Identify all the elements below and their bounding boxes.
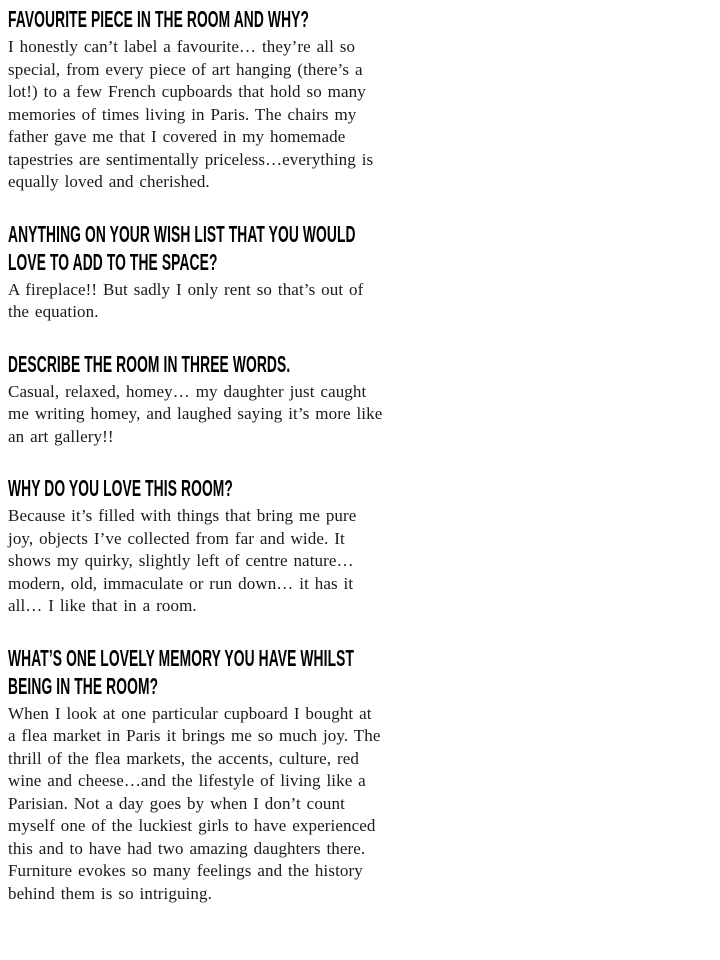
qa-section-three-words	[8, 350, 720, 449]
qa-section-wish-list	[8, 220, 720, 324]
answer-paragraph: Casual, relaxed, homey… my daughter just caught me writing homey, and laughed saying it’s more like an art gallery!!	[8, 381, 383, 446]
answer-paragraph: When I look at one particular cupboard I bought at a flea market in Paris it brings me so much joy. The thrill of the flea markets, the accents, culture, red wine and cheese…and the lifestyle of living like a Parisian. Not a day goes by when I don’t count myself one of the luckiest girls to have experienced this and to have had two amazing daughters there. Furniture evokes so many feelings and the history behind them is so intriguing.	[8, 703, 381, 903]
question-heading: DESCRIBE THE ROOM IN THREE WORDS.	[8, 350, 291, 377]
question-heading: ANYTHING ON YOUR WISH LIST THAT YOU WOULD LOVE TO ADD TO THE SPACE?	[8, 220, 356, 275]
question-heading: WHY DO YOU LOVE THIS ROOM?	[8, 475, 233, 501]
qa-section-why-love-room	[8, 474, 720, 618]
question-heading: WHAT’S ONE LOVELY MEMORY YOU HAVE WHILST BEING IN THE ROOM?	[8, 644, 355, 699]
qa-section-lovely-memory	[8, 644, 720, 906]
question-heading: FAVOURITE PIECE IN THE ROOM AND WHY?	[8, 6, 310, 32]
answer-paragraph: I honestly can’t label a favourite… they’re all so special, from every piece of art hanging (there’s a lot!) to a few French cupboards that hold so many memories of times living in Paris. The chairs my father gave me that I covered in my homemade tapestries are sentimentally priceless…everything is equally loved and cherished.	[8, 37, 374, 191]
answer-paragraph: Because it’s filled with things that bring me pure joy, objects I’ve collected from far and wide. It shows my quirky, slightly left of centre nature… modern, old, immaculate or run down… it has it all… I like that in a room.	[8, 506, 357, 615]
qa-section-favourite-piece	[8, 5, 720, 194]
answer-paragraph: A fireplace!! But sadly I only rent so that’s out of the equation.	[8, 279, 364, 321]
